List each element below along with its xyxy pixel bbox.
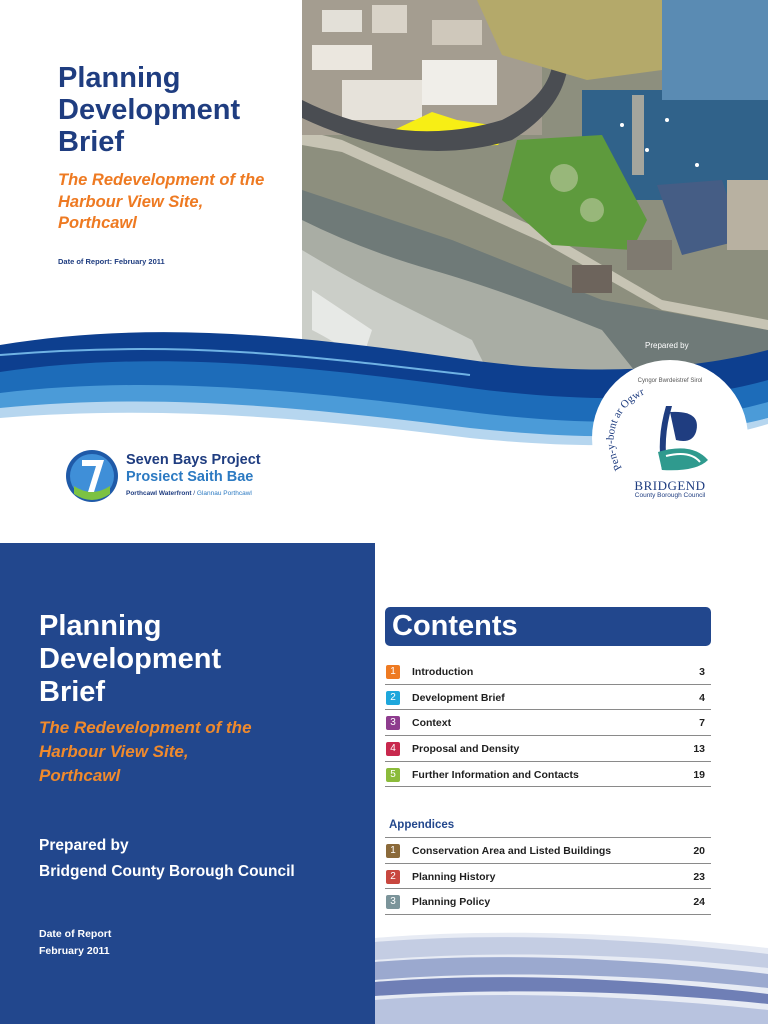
document-spread (0, 543, 768, 1024)
inside-title-line: Planning (39, 610, 162, 642)
inside-subtitle-line: The Redevelopment of the (39, 718, 252, 737)
toc-page-number: 19 (693, 768, 705, 781)
inside-subtitle-line: Harbour View Site, (39, 742, 189, 761)
cover-title-line: Brief (58, 126, 125, 158)
toc-page-number: 4 (699, 691, 705, 704)
toc-entry-label: Further Information and Contacts (412, 768, 579, 781)
blue-wave-decoration (375, 928, 768, 1024)
toc-entry-label: Planning Policy (412, 896, 491, 909)
cover-subtitle (58, 170, 303, 235)
toc-number-badge: 2 (386, 691, 400, 705)
svg-text:Pen-y-bont ar Ogwr (605, 386, 647, 473)
prepared-by-label: Prepared by (39, 837, 129, 854)
cover-title (58, 62, 298, 158)
bridgend-name: BRIDGEND (634, 478, 706, 493)
report-date-label: Date of Report (39, 928, 112, 940)
toc-entry-label: Proposal and Density (412, 743, 520, 756)
inside-title-line: Brief (39, 676, 106, 708)
prepared-by-organisation: Bridgend County Borough Council (39, 863, 295, 880)
bridgend-welsh-council-name: Cyngor Bwrdeistref Sirol (637, 378, 703, 384)
cover-report-date: Date of Report: February 2011 (58, 257, 165, 266)
appendices-heading: Appendices (389, 819, 455, 831)
contents-list (385, 659, 711, 787)
seven-bays-name-en: Seven Bays Project (126, 452, 261, 468)
seven-bays-tagline (126, 490, 252, 497)
contents-page (375, 543, 768, 1024)
appendix-entry-conservation-area[interactable] (385, 838, 711, 864)
toc-entry-context[interactable] (385, 710, 711, 736)
cover-subtitle-line: The Redevelopment of the (58, 171, 265, 189)
toc-entry-label: Context (412, 717, 452, 730)
toc-page-number: 7 (699, 717, 705, 730)
appendix-entry-planning-history[interactable] (385, 864, 711, 890)
toc-number-badge: 2 (386, 870, 400, 884)
toc-entry-label: Conservation Area and Listed Buildings (412, 845, 612, 857)
toc-page-number: 13 (693, 743, 705, 756)
seven-bays-project-logo (64, 446, 294, 506)
toc-number-badge: 1 (386, 844, 400, 858)
prepared-by-block (39, 833, 295, 885)
seven-bays-number: 7 (64, 446, 65, 447)
toc-number-badge: 4 (386, 742, 400, 756)
report-date-block (39, 926, 111, 960)
inside-subtitle-line: Porthcawl (39, 766, 121, 785)
toc-number-badge: 3 (386, 895, 400, 909)
toc-page-number: 23 (693, 870, 705, 883)
cover-subtitle-line: Harbour View Site, (58, 192, 204, 211)
seven-bays-tagline-en: Porthcawl Waterfront (126, 490, 192, 497)
seven-bays-tagline-cy: Glannau Porthcawl (196, 490, 252, 497)
seven-bays-tagline-separator: / (191, 490, 197, 497)
contents-heading: Contents (385, 607, 711, 646)
toc-entry-proposal-and-density[interactable] (385, 736, 711, 762)
cover-title-line: Planning (58, 62, 181, 94)
toc-number-badge: 1 (386, 665, 400, 679)
bridgend-subname: County Borough Council (634, 492, 706, 499)
prepared-by-label: Prepared by (645, 341, 689, 350)
appendices-list (385, 838, 711, 915)
toc-entry-development-brief[interactable] (385, 685, 711, 711)
toc-entry-introduction[interactable] (385, 659, 711, 685)
inside-cover-panel (0, 543, 375, 1024)
inside-title-line: Development (39, 643, 222, 675)
toc-entry-label: Introduction (412, 666, 474, 678)
toc-page-number: 24 (693, 896, 705, 909)
seven-bays-name-cy: Prosiect Saith Bae (126, 469, 254, 485)
toc-number-badge: 3 (386, 716, 400, 730)
appendix-entry-planning-policy[interactable] (385, 889, 711, 915)
seven-bays-emblem-icon (64, 446, 120, 506)
toc-number-badge: 5 (386, 768, 400, 782)
bridgend-council-logo (592, 360, 748, 516)
toc-page-number: 3 (699, 666, 705, 678)
report-date-value: February 2011 (39, 945, 110, 957)
toc-page-number: 20 (693, 845, 705, 857)
inside-subtitle (39, 716, 339, 788)
toc-entry-label: Development Brief (412, 691, 505, 704)
toc-entry-label: Planning History (412, 870, 496, 883)
cover-title-line: Development (58, 94, 241, 126)
cover-subtitle-line: Porthcawl (58, 214, 137, 232)
toc-entry-further-information[interactable] (385, 762, 711, 788)
inside-title (39, 610, 221, 709)
bridgend-welsh-place-name: Pen-y-bont ar Ogwr (604, 385, 647, 473)
